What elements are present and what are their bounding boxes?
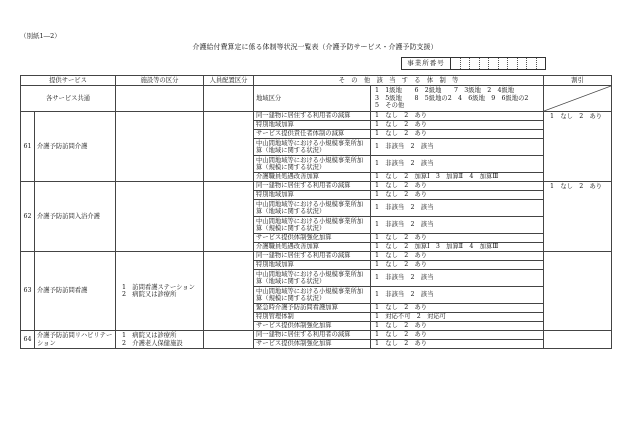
common-facility xyxy=(116,86,204,112)
item-label: 同一建物に居住する利用者の減算 xyxy=(254,331,371,340)
item-options[interactable]: 1 なし 2 あり xyxy=(371,234,544,243)
item-options[interactable]: 1 なし 2 あり xyxy=(371,322,544,331)
item-label: サービス提供体制強化加算 xyxy=(254,234,371,243)
item-options[interactable]: 1 なし 2 あり xyxy=(371,261,544,270)
item-label: 中山間地域等における小規模事業所加算（規模に関する状況） xyxy=(254,287,371,304)
region-item-label: 地域区分 xyxy=(254,86,371,112)
item-label: 介護職員処遇改善加算 xyxy=(254,173,371,182)
item-label: 特別地域加算 xyxy=(254,121,371,130)
facility-type[interactable] xyxy=(116,112,204,182)
item-options[interactable]: 1 非該当 2 該当 xyxy=(371,217,544,234)
item-label: 同一建物に居住する利用者の減算 xyxy=(254,182,371,191)
item-options[interactable]: 1 なし 2 加算Ⅰ 3 加算Ⅱ 4 加算Ⅲ xyxy=(371,243,544,252)
item-options[interactable]: 1 なし 2 あり xyxy=(371,130,544,139)
item-options[interactable]: 1 非該当 2 該当 xyxy=(371,200,544,217)
staff-placement xyxy=(204,252,254,331)
service-name: 介護予防訪問看護 xyxy=(35,252,116,331)
service-item-row xyxy=(21,182,612,191)
item-options[interactable]: 1 なし 2 加算Ⅰ 3 加算Ⅱ 4 加算Ⅲ xyxy=(371,173,544,182)
item-label: 特別地域加算 xyxy=(254,191,371,200)
document-title: 介護給付費算定に係る体制等状況一覧表（介護予防サービス・介護予防支援） xyxy=(192,43,438,51)
facility-type[interactable] xyxy=(116,182,204,252)
service-item-row xyxy=(21,331,612,340)
service-code: 63 xyxy=(21,252,35,331)
service-code: 64 xyxy=(21,331,35,349)
header-service: 提供サービス xyxy=(21,76,116,86)
common-staff xyxy=(204,86,254,112)
item-label: 中山間地域等における小規模事業所加算（地域に関する状況） xyxy=(254,139,371,156)
item-options[interactable]: 1 非該当 2 該当 xyxy=(371,156,544,173)
item-label: 中山間地域等における小規模事業所加算（規模に関する状況） xyxy=(254,217,371,234)
staff-placement xyxy=(204,331,254,349)
office-number-label: 事業所番号 xyxy=(402,58,451,69)
item-options[interactable]: 1 なし 2 あり xyxy=(371,121,544,130)
header-discount: 割引 xyxy=(544,76,612,86)
item-options[interactable]: 1 なし 2 あり xyxy=(371,191,544,200)
service-item-row xyxy=(21,252,612,261)
item-label: サービス提供責任者体制の減算 xyxy=(254,130,371,139)
common-discount-diagonal xyxy=(544,86,612,112)
item-options[interactable]: 1 非該当 2 該当 xyxy=(371,287,544,304)
header-row xyxy=(21,76,612,86)
staff-placement xyxy=(204,112,254,182)
item-label: 同一建物に居住する利用者の減算 xyxy=(254,112,371,121)
header-other: そ の 他 該 当 す る 体 制 等 xyxy=(254,76,544,86)
discount-options[interactable]: 1 なし 2 あり xyxy=(544,182,612,252)
facility-type[interactable]: 1 病院又は診療所 2 介護老人保健施設 xyxy=(116,331,204,349)
item-options[interactable]: 1 非該当 2 該当 xyxy=(371,139,544,156)
service-name: 介護予防訪問介護 xyxy=(35,112,116,182)
item-label: 特別地域加算 xyxy=(254,261,371,270)
item-options[interactable]: 1 なし 2 あり xyxy=(371,304,544,313)
document-label: （別紙1―2） xyxy=(20,32,61,40)
item-label: 中山間地域等における小規模事業所加算（地域に関する状況） xyxy=(254,200,371,217)
item-label: 特別管理体制 xyxy=(254,313,371,322)
service-item-row xyxy=(21,112,612,121)
header-facility: 施設等の区分 xyxy=(116,76,204,86)
item-label: サービス提供体制強化加算 xyxy=(254,322,371,331)
item-label: 中山間地域等における小規模事業所加算（地域に関する状況） xyxy=(254,270,371,287)
item-label: 緊急時介護予防訪問看護加算 xyxy=(254,304,371,313)
item-options[interactable]: 1 非該当 2 該当 xyxy=(371,270,544,287)
item-options[interactable]: 1 なし 2 あり xyxy=(371,182,544,191)
common-label: 各サービス共通 xyxy=(21,86,116,112)
service-code: 61 xyxy=(21,112,35,182)
status-table xyxy=(20,75,612,349)
service-name: 介護予防訪問入浴介護 xyxy=(35,182,116,252)
discount-options[interactable] xyxy=(544,252,612,331)
item-label: サービス提供体制強化加算 xyxy=(254,340,371,349)
common-row xyxy=(21,86,612,112)
item-options[interactable]: 1 対応不可 2 対応可 xyxy=(371,313,544,322)
facility-type[interactable]: 1 訪問看護ステーション 2 病院又は診療所 xyxy=(116,252,204,331)
discount-options[interactable]: 1 なし 2 あり xyxy=(544,112,612,182)
service-name: 介護予防訪問リハビリテーション xyxy=(35,331,116,349)
item-options[interactable]: 1 なし 2 あり xyxy=(371,331,544,340)
item-options[interactable]: 1 なし 2 あり xyxy=(371,252,544,261)
service-code: 62 xyxy=(21,182,35,252)
item-options[interactable]: 1 なし 2 あり xyxy=(371,340,544,349)
discount-options[interactable] xyxy=(544,331,612,349)
item-label: 介護職員処遇改善加算 xyxy=(254,243,371,252)
office-number-box xyxy=(401,57,546,70)
item-label: 中山間地域等における小規模事業所加算（規模に関する状況） xyxy=(254,156,371,173)
header-staff: 人員配置区分 xyxy=(204,76,254,86)
item-options[interactable]: 1 なし 2 あり xyxy=(371,112,544,121)
staff-placement xyxy=(204,182,254,252)
item-label: 同一建物に居住する利用者の減算 xyxy=(254,252,371,261)
region-options[interactable]: 1 1級地 6 2級地 7 3級地 2 4級地 3 5級地 8 5級地の2 4 6級地 9 6級地の2 5 その他 xyxy=(371,86,544,112)
office-number-cells[interactable] xyxy=(451,58,545,69)
